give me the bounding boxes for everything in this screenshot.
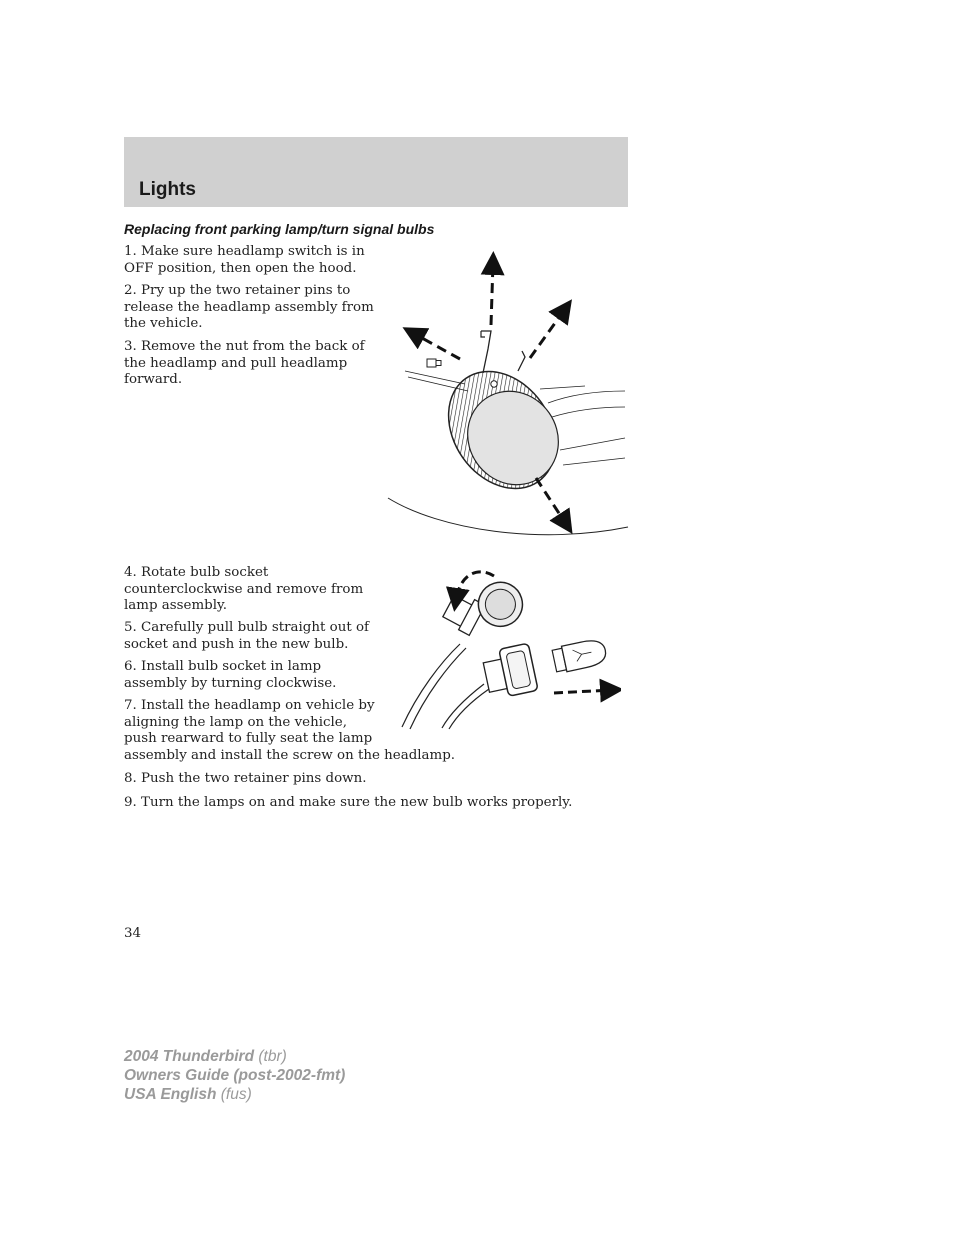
step-5: 5. Carefully pull bulb straight out of socket and push in the new bulb. — [124, 620, 369, 652]
page-number: 34 — [124, 926, 142, 941]
footer-guide: Owners Guide (post-2002-fmt) — [124, 1067, 346, 1084]
document-footer — [124, 1047, 345, 1104]
section-title: Lights — [139, 179, 196, 200]
step-1: 1. Make sure headlamp switch is in OFF position, then open the hood. — [124, 244, 365, 276]
step-9: 9. Turn the lamps on and make sure the new bulb works properly. — [124, 795, 573, 810]
footer-line-3 — [124, 1085, 345, 1104]
section-header-band — [124, 137, 628, 207]
bulb-socket-illustration — [396, 562, 621, 732]
step-8: 8. Push the two retainer pins down. — [124, 771, 367, 786]
headlamp-removal-illustration — [380, 245, 630, 545]
footer-language-code: (fus) — [220, 1086, 252, 1103]
footer-model-code: (tbr) — [258, 1048, 287, 1065]
step-4: 4. Rotate bulb socket counterclockwise and remove from lamp assembly. — [124, 565, 364, 613]
footer-line-1 — [124, 1047, 345, 1066]
footer-line-2 — [124, 1066, 345, 1085]
footer-model: 2004 Thunderbird — [124, 1048, 255, 1065]
footer-language: USA English — [124, 1086, 217, 1103]
step-6: 6. Install bulb socket in lamp assembly by turning clockwise. — [124, 659, 337, 691]
step-7: 7. Install the headlamp on vehicle by aligning the lamp on the vehicle, push rearward to fully seat the lamp assembly and install the screw on the headlamp. — [124, 698, 456, 763]
step-2: 2. Pry up the two retainer pins to release the headlamp assembly from the vehicle. — [124, 283, 374, 331]
procedure-heading: Replacing front parking lamp/turn signal bulbs — [124, 221, 435, 237]
step-3: 3. Remove the nut from the back of the headlamp and pull headlamp forward. — [124, 339, 365, 387]
